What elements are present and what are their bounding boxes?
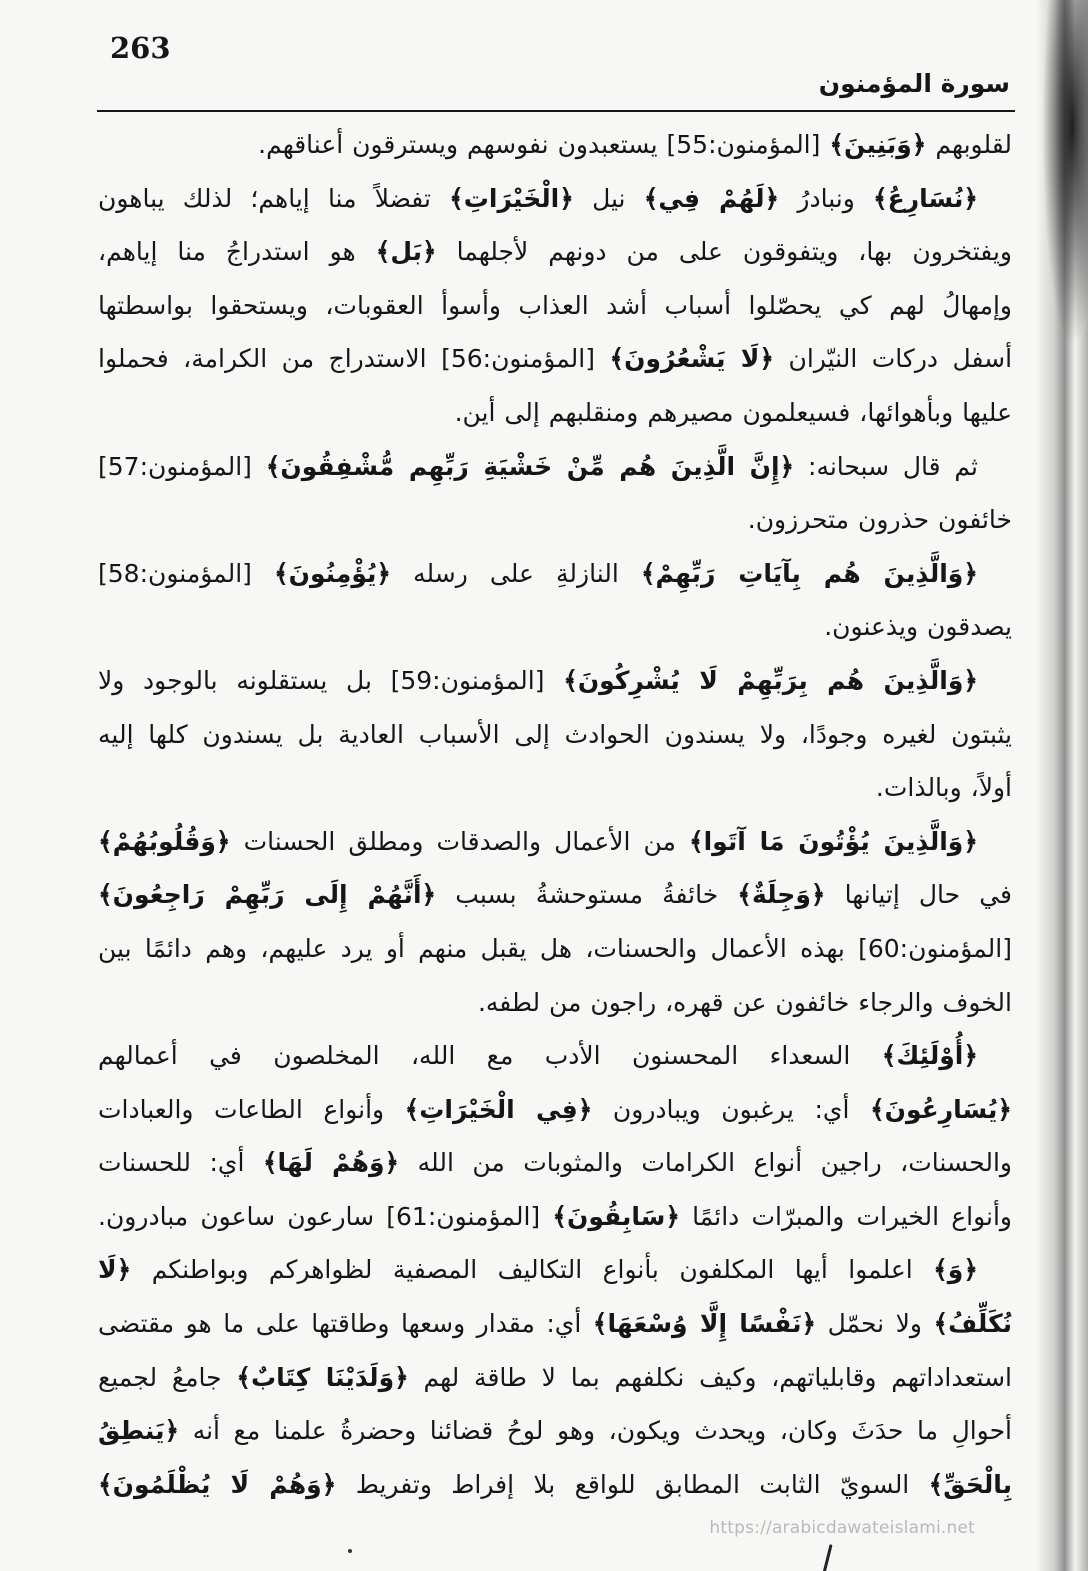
quran-text: ﴿وَبَنِينَ﴾: [829, 130, 927, 159]
text-line: [98, 440, 1012, 494]
commentary-text: ونبادرُ: [779, 183, 874, 213]
commentary-text: خائفون حذرون متحرزون.: [747, 505, 1012, 535]
commentary-text: [المؤمنون:58]: [98, 558, 274, 588]
text-line: [98, 708, 1012, 762]
commentary-text: [المؤمنون:59] بل يستقلونه بالوجود ولا: [98, 665, 564, 695]
body-text: [98, 118, 1012, 1511]
text-line: [98, 868, 1012, 922]
text-line: [98, 332, 1012, 386]
text-line: [98, 225, 1012, 279]
text-line: [98, 1190, 1012, 1244]
text-line: [98, 1243, 1012, 1297]
text-line: [98, 976, 1012, 1030]
commentary-text: السعداء المحسنون الأدب مع الله، المخلصون في أعمالهم: [98, 1041, 882, 1071]
quran-text: ﴿يَنطِقُ: [98, 1416, 180, 1446]
commentary-text: [المؤمنون:56] الاستدراج من الكرامة، فحملوا: [98, 344, 610, 374]
quran-text: ﴿إِنَّ الَّذِينَ هُم مِّنْ خَشْيَةِ رَبِّهِم مُّشْفِقُونَ﴾: [265, 451, 795, 481]
quran-text: ﴿وَهُمْ لَا يُظْلَمُونَ﴾: [98, 1469, 337, 1499]
quran-text: ﴿وَلَدَيْنَا كِتَابٌ﴾: [236, 1362, 409, 1392]
quran-text: ﴿وَالَّذِينَ يُؤْتُونَ مَا آتَوا﴾: [688, 826, 978, 856]
text-line: [98, 172, 1012, 226]
quran-text: ﴿يُسَارِعُونَ﴾: [870, 1094, 1012, 1124]
quran-text: ﴿أُوْلَئِكَ﴾: [881, 1041, 978, 1071]
quran-text: ﴿فِي الْخَيْرَاتِ﴾: [404, 1094, 593, 1124]
commentary-text: هو استدراجُ منا إياهم،: [98, 237, 376, 267]
commentary-text: في حال إتيانها: [825, 880, 1013, 910]
quran-text: ﴿سَابِقُونَ﴾: [552, 1201, 680, 1231]
quran-text: ﴿لَا يَشْعُرُونَ﴾: [609, 344, 775, 374]
commentary-text: أولاً، وبالذات.: [875, 773, 1012, 803]
quran-text: ﴿الْخَيْرَاتِ﴾: [449, 183, 574, 213]
commentary-text: أي: للحسنات: [98, 1148, 263, 1178]
text-line: [98, 1404, 1012, 1458]
header-rule: [97, 110, 1015, 112]
commentary-text: وإمهالُ لهم كي يحصّلوا أسباب أشد العذاب وأسوأ العقوبات، ويستحقوا بواسطتها: [98, 290, 1012, 320]
commentary-text: استعداداتهم وقابلياتهم، وكيف نكلفهم بما لا طاقة لهم: [408, 1362, 1012, 1392]
running-header-title: سورة المؤمنون: [818, 69, 1010, 98]
text-line: [98, 279, 1012, 333]
quran-text: ﴿بَل﴾: [375, 237, 437, 267]
quran-text: ﴿وَالَّذِينَ هُم بِرَبِّهِمْ لَا يُشْرِكُونَ﴾: [563, 665, 979, 695]
quran-text: بِالْحَقِّ﴾: [928, 1469, 1013, 1499]
commentary-text: ثم قال سبحانه:: [794, 451, 979, 481]
text-line: [98, 761, 1012, 815]
commentary-text: وأنواع الخيرات والمبرّات دائمًا: [680, 1201, 1012, 1231]
commentary-text: أي: يرغبون ويبادرون: [592, 1094, 870, 1124]
text-line: [98, 1083, 1012, 1137]
commentary-text: [المؤمنون:60] بهذه الأعمال والحسنات، هل يقبل منهم أو يرد عليهم، وهم دائمًا بين: [98, 933, 1012, 963]
commentary-text: ولا نحمّل: [816, 1309, 934, 1339]
quran-text: ﴿لَا: [98, 1255, 132, 1285]
watermark-url: https://arabicdawateislami.net: [709, 1518, 975, 1538]
quran-text: ﴿أَنَّهُمْ إِلَى رَبِّهِمْ رَاجِعُونَ﴾: [98, 880, 437, 910]
quran-text: ﴿وَ﴾: [933, 1255, 978, 1285]
text-line: [98, 922, 1012, 976]
text-line: [98, 654, 1012, 708]
quran-text: ﴿لَهُمْ فِي﴾: [643, 183, 780, 213]
text-line: [98, 118, 1012, 172]
scan-dust-mark: [348, 1549, 352, 1553]
commentary-text: يثبتون لغيره وجودًا، ولا يسندون الحوادث إلى الأسباب العادية بل يسندون كلها إليه: [98, 719, 1012, 749]
commentary-text: [المؤمنون:61] سارعون ساعون مبادرون.: [98, 1201, 553, 1231]
text-line: [98, 493, 1012, 547]
commentary-text: [المؤمنون:57]: [98, 451, 266, 481]
commentary-text: النازلةِ على رسله: [391, 558, 641, 588]
scan-pen-mark: [822, 1544, 832, 1571]
text-line: [98, 547, 1012, 601]
text-line: [98, 1297, 1012, 1351]
scan-edge-shadow: [1036, 0, 1088, 1571]
commentary-text: ويفتخرون بها، ويتفوقون على من دونهم لأجلهما: [436, 237, 1012, 267]
text-line: [98, 386, 1012, 440]
text-line: [98, 815, 1012, 869]
quran-text: ﴿وَهُمْ لَهَا﴾: [262, 1148, 400, 1178]
page-number: 263: [110, 31, 171, 65]
commentary-text: خائفةُ مستوحشةُ بسبب: [436, 880, 738, 910]
commentary-text: عليها وبأهوائها، فسيعلمون مصيرهم ومنقلبهم إلى أين.: [454, 397, 1012, 427]
text-line: [98, 1351, 1012, 1405]
quran-text: نُكَلِّفُ﴾: [933, 1309, 1012, 1339]
text-line: [98, 1029, 1012, 1083]
commentary-text: اعلموا أيها المكلفون بأنواع التكاليف المصفية لظواهركم وبواطنكم: [131, 1255, 934, 1285]
quran-text: ﴿يُؤْمِنُونَ﴾: [273, 558, 392, 588]
commentary-text: أحوالِ ما حدَثَ وكان، ويحدث ويكون، وهو لوحُ قضائنا وحضرةُ علمنا مع أنه: [179, 1416, 1012, 1446]
quran-text: ﴿نَفْسًا إِلَّا وُسْعَهَا﴾: [592, 1309, 817, 1339]
commentary-text: جامعُ لجميع: [98, 1362, 237, 1392]
commentary-text: يصدقون ويذعنون.: [824, 612, 1012, 642]
commentary-text: وأنواع الطاعات والعبادات: [98, 1094, 405, 1124]
commentary-text: نيل: [573, 183, 644, 213]
text-line: [98, 1136, 1012, 1190]
commentary-text: السويّ الثابت المطابق للواقع بلا إفراط وتفريط: [336, 1469, 929, 1499]
quran-text: ﴿وَقُلُوبُهُمْ﴾: [98, 826, 231, 856]
commentary-text: الخوف والرجاء خائفون عن قهره، راجون من لطفه.: [477, 987, 1012, 1017]
commentary-text: أي: مقدار وسعها وطاقتها على ما هو مقتضى: [98, 1309, 593, 1339]
text-line: [98, 600, 1012, 654]
commentary-text: والحسنات، راجين أنواع الكرامات والمثوبات من الله: [399, 1148, 1012, 1178]
commentary-text: أسفل دركات النيّران: [774, 344, 1013, 374]
commentary-text: من الأعمال والصدقات ومطلق الحسنات: [230, 826, 689, 856]
commentary-text: لقلوبهم: [926, 130, 1012, 159]
quran-text: ﴿وَالَّذِينَ هُم بِآيَاتِ رَبِّهِمْ﴾: [640, 558, 978, 588]
text-line: [98, 1458, 1012, 1512]
commentary-text: تفضلاً منا إياهم؛ لذلك يباهون: [98, 183, 450, 213]
quran-text: ﴿وَجِلَةٌ﴾: [737, 880, 826, 910]
commentary-text: [المؤمنون:55] يستعبدون نفوسهم ويسترقون أعناقهم.: [258, 130, 830, 159]
quran-text: ﴿نُسَارِعُ﴾: [873, 183, 978, 213]
